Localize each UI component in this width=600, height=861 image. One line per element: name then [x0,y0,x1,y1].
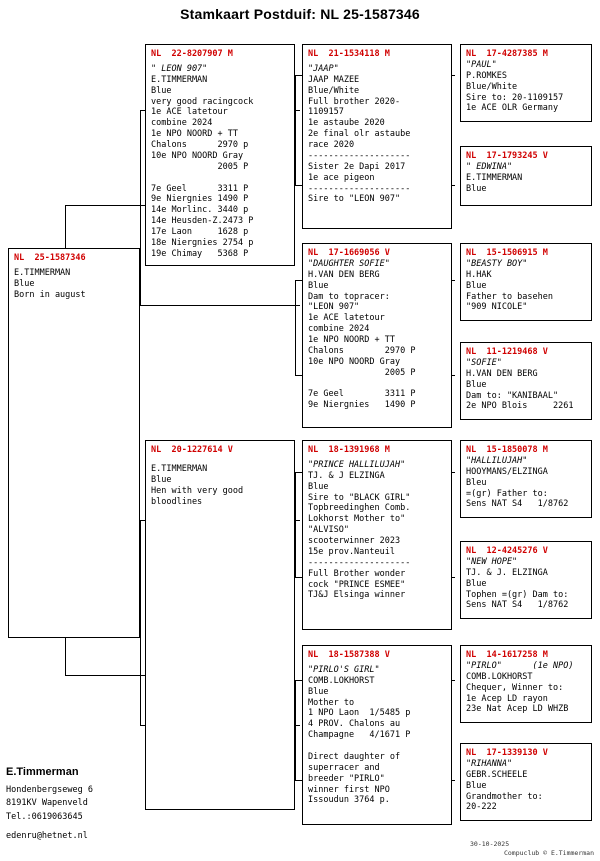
page-title: Stamkaart Postduif: NL 25-1587346 [180,6,420,22]
detail-line: Sire to "LEON 907" [308,194,401,205]
ring-number: NL 17-1793245 V [466,151,548,161]
detail-line: 1e ACE OLR Germany [466,103,559,114]
detail-line: 2e NPO Blois 2261 [466,401,574,412]
detail-line: Full Brother wonder [308,568,406,579]
connector [295,75,296,185]
detail-line: 1 NPO Laon 1/5485 p [308,708,411,719]
connector [140,305,300,306]
pigeon-name: "NEW HOPE" [466,556,518,567]
detail-line: 9e Niergnies 1490 P [151,194,249,205]
detail-line: COMB.LOKHORST [308,675,375,686]
detail-line: 1e Acep LD rayon [466,693,548,704]
detail-line [308,379,446,390]
detail-line: superracer and [308,762,380,773]
ring-number: NL 17-4287385 M [466,49,548,59]
detail-line: HOOYMANS/ELZINGA [466,466,548,477]
connector [65,675,145,676]
detail-line: H.HAK [466,269,492,280]
ring-number: NL 17-1339130 V [466,748,548,758]
detail-line: "ALVISO" [308,525,349,536]
date-stamp: 30-10-2025 [470,840,510,848]
connector [295,280,296,375]
pedigree-box-gen3-3[interactable] [460,243,592,321]
detail-line: 14e Morlinc. 3440 p [151,205,249,216]
owner-city: 8191KV Wapenveld [6,798,88,809]
pigeon-name: "DAUGHTER SOFIE" [308,258,390,269]
pedigree-box-gen3-5[interactable] [460,440,592,518]
detail-line: race 2020 [308,140,355,150]
detail-line: 1109157 [308,107,344,118]
detail-line: Sire to: 20-1109157 [466,92,564,103]
pedigree-box-subject[interactable] [8,248,140,638]
detail-line: 2005 P [151,161,249,172]
detail-line: Blue/White [308,85,360,96]
ring-number: NL 21-1534118 M [308,49,390,59]
detail-line: Blue [151,474,172,485]
detail-line: TJ. & J. ELZINGA [466,567,548,578]
detail-line: 10e NPO NOORD Gray [151,150,244,161]
detail-line: Blue [466,379,487,390]
detail-line: Dam to topracer: [308,291,390,302]
pigeon-name: "PIRLO" (1e NPO) [466,660,574,671]
pigeon-name: "PIRLO'S GIRL" [308,664,380,675]
detail-line: Direct daughter of [308,751,401,762]
detail-line: =(gr) Father to: [466,488,548,499]
detail-line: JAAP MAZEE [308,74,360,85]
detail-line: -------------------- [308,150,411,161]
detail-line: TJ. & J ELZINGA [308,470,385,481]
detail-line: E.TIMMERMAN [14,267,71,278]
pedigree-box-sire[interactable] [145,44,295,266]
detail-line: Blue [466,183,487,194]
ring-number: NL 20-1227614 V [151,445,233,455]
detail-line: 18e Niergnies 2754 p [151,237,254,248]
detail-line: Sire to "BLACK GIRL" [308,492,411,503]
detail-line: Blue [466,780,487,791]
connector [140,520,141,725]
detail-line: Chalons 2970 p [151,140,249,150]
detail-line: E.TIMMERMAN [151,74,208,85]
detail-line: E.TIMMERMAN [151,463,208,474]
detail-line: Blue [308,686,329,697]
detail-line: COMB.LOKHORST [466,671,533,682]
pedigree-box-gen2-2[interactable] [302,243,452,428]
pigeon-name: "SOFIE" [466,357,502,368]
detail-line: 17e Laon 1628 p [151,227,249,237]
detail-line: Blue/White [466,81,518,92]
detail-line: 1e NPO NOORD + TT [308,335,395,345]
detail-line: Blue [308,280,329,291]
pedigree-box-gen3-6[interactable] [460,541,592,619]
detail-line: Blue [14,278,35,289]
pedigree-box-gen2-4[interactable] [302,645,452,825]
owner-name: E.Timmerman [6,766,79,779]
detail-line: Mother to [308,697,355,708]
detail-line: 4 PROV. Chalons au [308,719,401,730]
detail-line [151,173,289,184]
detail-line: Issoudun 3764 p. [308,795,390,806]
pigeon-name: "RIHANNA" [466,758,513,769]
detail-line: -------------------- [308,183,411,194]
detail-line: very good racingcock [151,96,254,107]
pedigree-box-gen3-1[interactable] [460,44,592,122]
ring-number: NL 11-1219468 V [466,347,548,357]
ring-number: NL 12-4245276 V [466,546,548,556]
detail-line: Sens NAT S4 1/8762 [466,499,569,510]
detail-line: Chequer, Winner to: [466,682,564,693]
ring-number: NL 18-1587388 V [308,650,390,660]
detail-line: H.VAN DEN BERG [466,368,538,379]
detail-line: combine 2024 [151,118,213,129]
connector [140,110,141,305]
detail-line: Lokhorst Mother to" [308,514,406,525]
detail-line: GEBR.SCHEELE [466,769,528,780]
detail-line: Dam to: "KANIBAAL" [466,390,559,401]
pedigree-box-gen2-1[interactable] [302,44,452,229]
detail-line: E.TIMMERMAN [466,172,523,183]
owner-email: edenru@hetnet.nl [6,830,88,841]
credit-line: Compuclub © E.Timmerman [503,849,594,857]
pigeon-name: "BEASTY BOY" [466,258,528,269]
pedigree-box-gen3-7[interactable] [460,645,592,723]
detail-line: 23e Nat Acep LD WHZB [466,704,569,715]
connector [65,205,145,206]
detail-line: 1e ACE latetour [151,107,228,118]
detail-line: Blue [466,578,487,589]
detail-line: cock "PRINCE ESMEE" [308,579,406,590]
detail-line: Bleu [466,477,487,488]
detail-line: 7e Geel 3311 P [308,389,416,400]
ring-number: NL 15-1506915 M [466,248,548,258]
detail-line [308,741,446,752]
detail-line: Full brother 2020- [308,96,401,107]
detail-line: winner first NPO [308,784,390,795]
connector [295,472,296,577]
detail-line: Champagne 4/1671 P [308,730,411,741]
detail-line: 1e ACE latetour [308,313,385,324]
pigeon-name: "HALLILUJAH" [466,455,528,466]
detail-line: Sens NAT S4 1/8762 [466,600,569,611]
detail-line: Father to basehen [466,291,553,302]
detail-line: bloodlines [151,496,203,507]
detail-line: breeder "PIRLO" [308,773,385,784]
detail-line: Blue [466,280,487,291]
detail-line: H.VAN DEN BERG [308,269,380,280]
detail-line: Hen with very good [151,485,244,496]
pedigree-box-gen3-8[interactable] [460,743,592,821]
detail-line: 7e Geel 3311 P [151,183,249,194]
pigeon-name: " LEON 907" [151,63,208,74]
ring-number: NL 25-1587346 [14,253,86,263]
detail-line: 1e astaube 2020 [308,118,385,129]
connector [295,680,296,780]
ring-number: NL 14-1617258 M [466,650,548,660]
detail-line: Tophen =(gr) Dam to: [466,589,569,600]
pigeon-name: "PRINCE HALLILUJAH" [308,459,406,470]
detail-line: Grandmother to: [466,791,543,802]
detail-line: 19e Chimay 5368 P [151,248,249,259]
ring-number: NL 18-1391968 M [308,445,390,455]
pedigree-box-gen3-4[interactable] [460,342,592,420]
owner-details [6,764,93,843]
detail-line: Topbreedinghen Comb. [308,503,411,514]
detail-line: combine 2024 [308,324,370,335]
detail-line: "LEON 907" [308,302,360,313]
detail-line: Blue [308,481,329,492]
ring-number: NL 17-1669056 V [308,248,390,258]
pigeon-name: "PAUL" [466,59,497,70]
detail-line: 2e final olr astaube [308,129,411,140]
owner-address: Hondenbergseweg 6 [6,785,93,796]
pigeon-name: "JAAP" [308,63,339,74]
detail-line: 10e NPO NOORD Gray [308,356,401,367]
detail-line: Blue [151,85,172,96]
owner-phone: Tel.:0619063645 [6,811,83,822]
detail-line: P.ROMKES [466,70,507,81]
pedigree-box-gen3-2[interactable] [460,146,592,206]
detail-line: 2005 P [308,367,416,378]
pedigree-box-dam[interactable] [145,440,295,810]
detail-line: 20-222 [466,802,497,813]
detail-line: -------------------- [308,557,411,568]
ring-number: NL 22-8207907 M [151,49,233,59]
pigeon-name: " EDWINA" [466,161,513,172]
detail-line: Chalons 2970 P [308,345,416,356]
detail-line: scooterwinner 2023 [308,536,401,546]
detail-line: 1e NPO NOORD + TT [151,129,238,140]
detail-line: "909 NICOLE" [466,302,528,313]
detail-line: 1e ace pigeon [308,172,375,183]
detail-line: Born in august [14,289,86,300]
detail-line: 14e Heusden-Z.2473 P [151,216,254,227]
detail-line: Sister 2e Dapi 2017 [308,161,406,172]
pedigree-box-gen2-3[interactable] [302,440,452,630]
detail-line: 9e Niergnies 1490 P [308,400,416,411]
ring-number: NL 15-1850078 M [466,445,548,455]
detail-line: 15e prov.Nanteuil [308,546,395,557]
detail-line: TJ&J Elsinga winner [308,590,406,601]
